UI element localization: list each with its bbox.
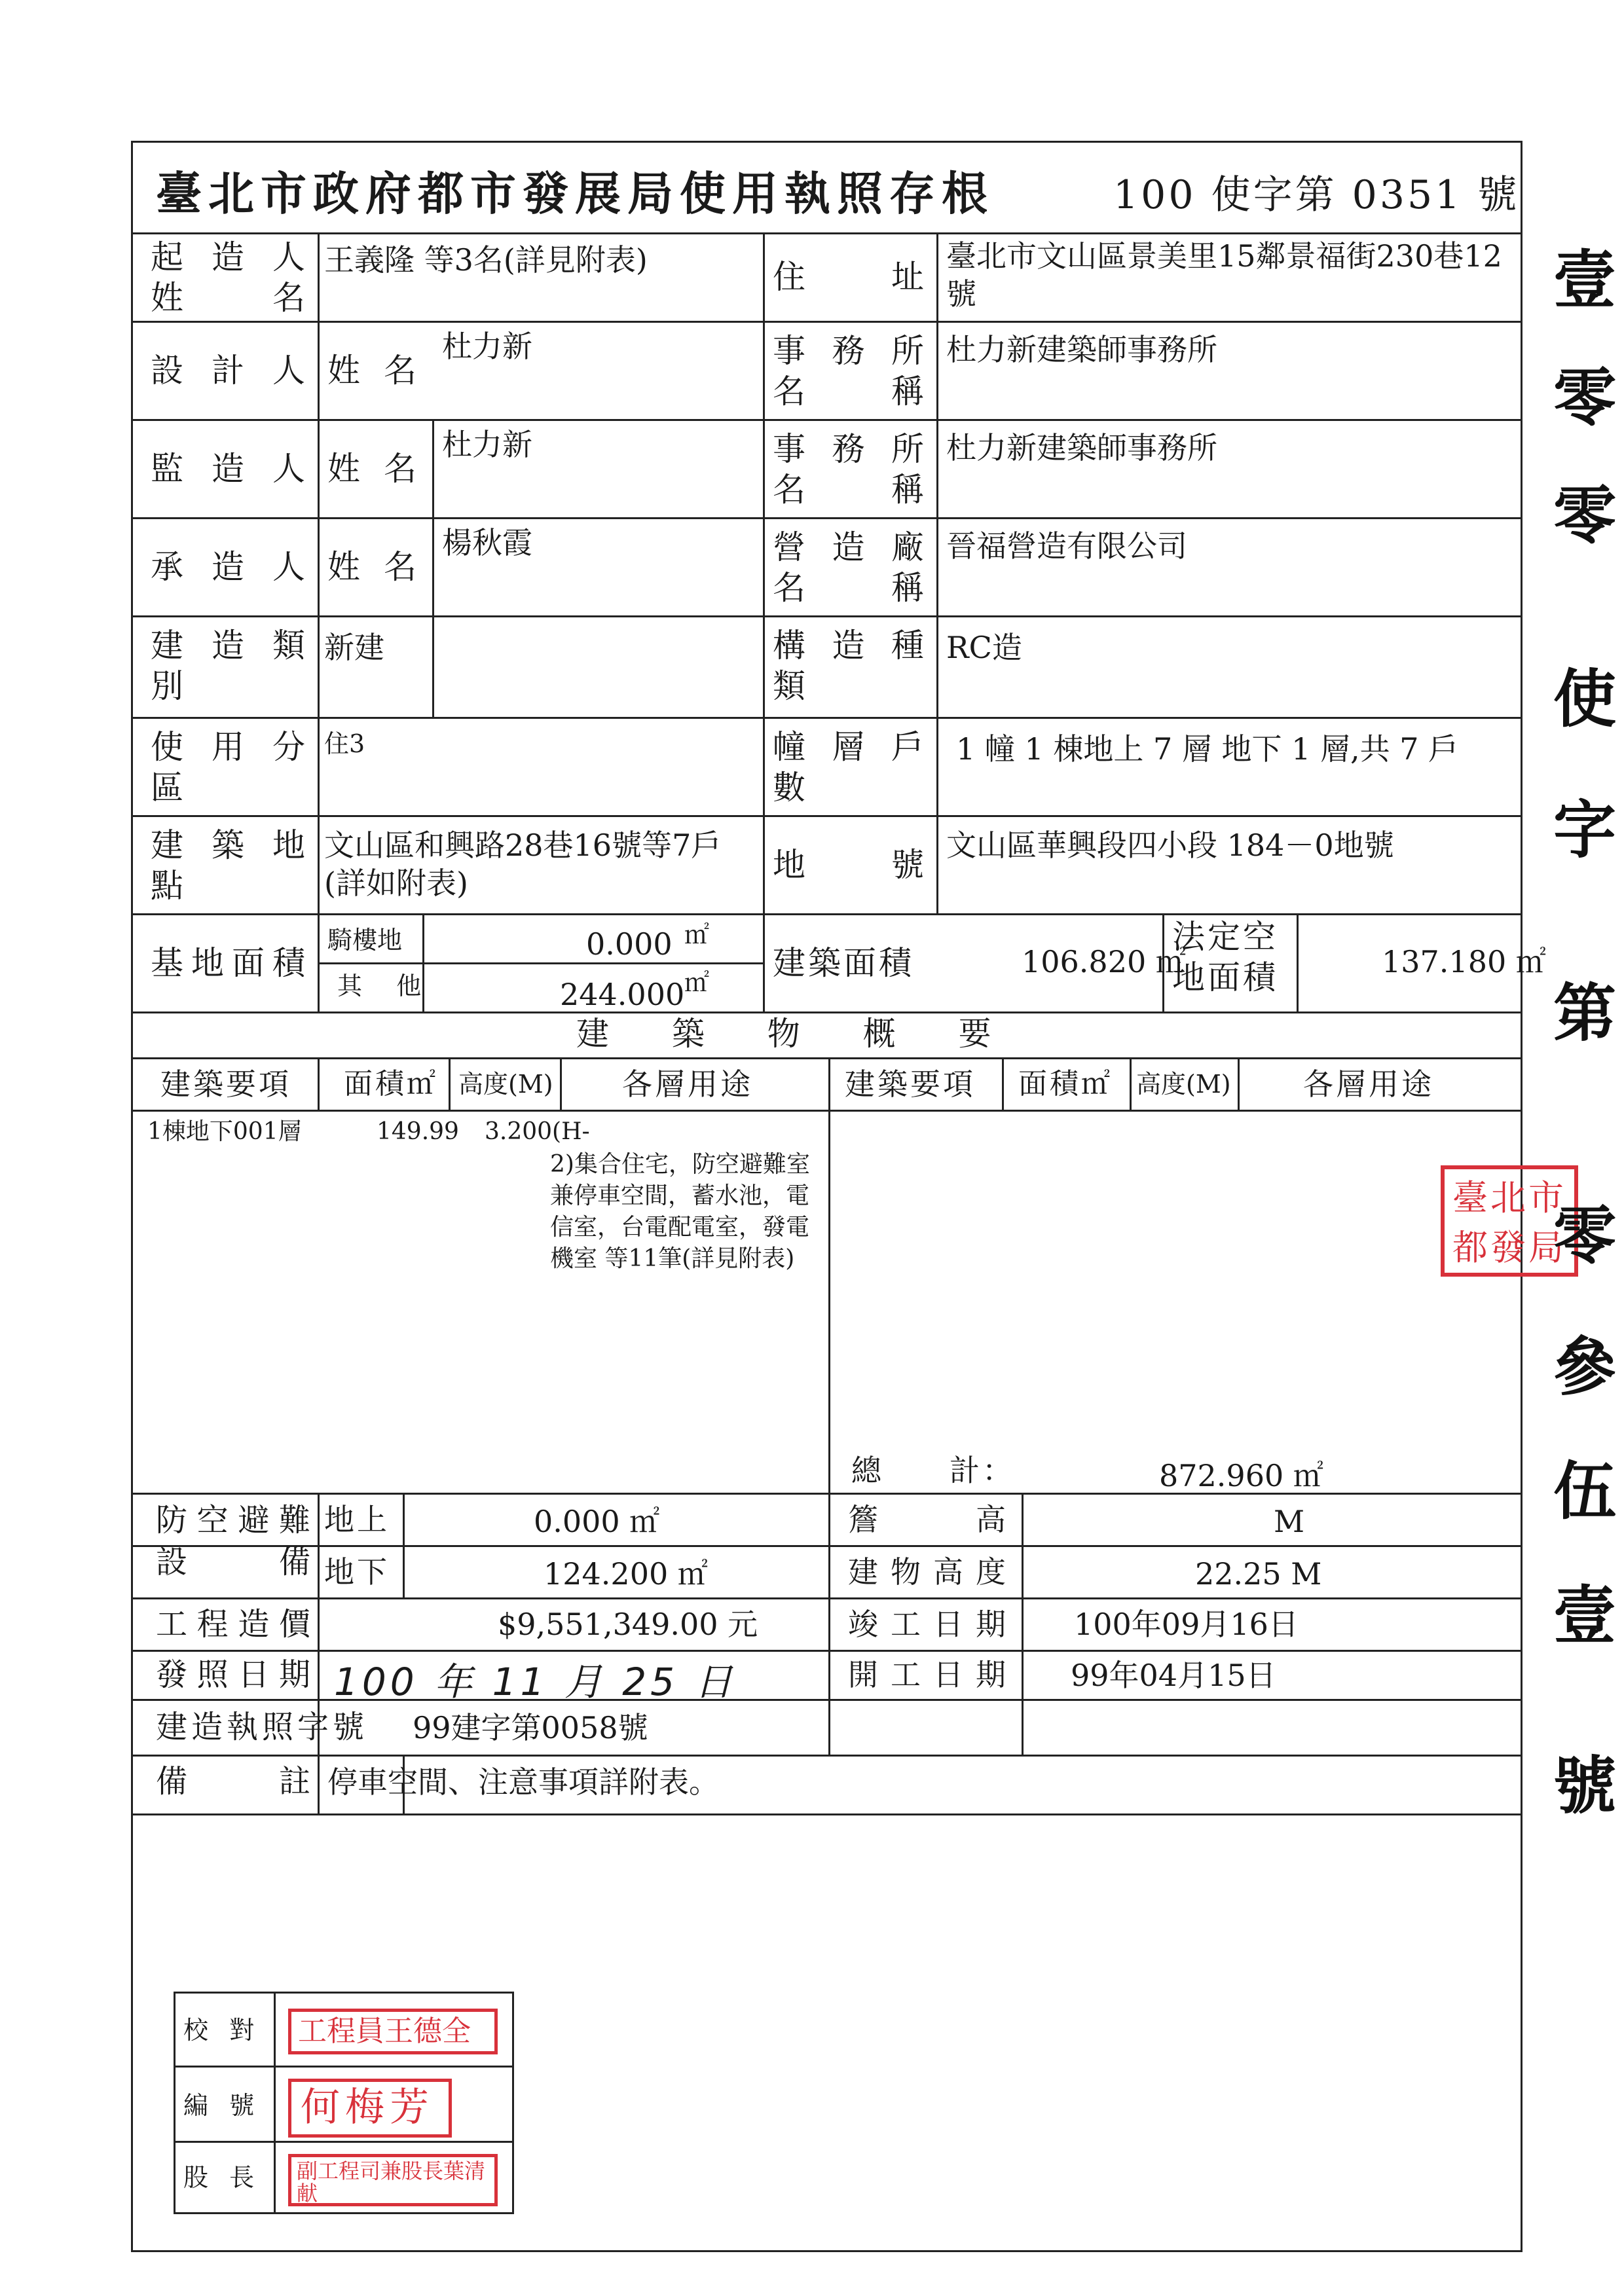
divider <box>318 962 763 964</box>
checker-stamp: 工程員王德全 <box>288 2009 498 2054</box>
divider <box>131 1545 1522 1547</box>
divider <box>936 232 938 913</box>
location-label: 建 築 地 點 <box>151 826 308 905</box>
divider <box>828 1493 830 1755</box>
below-value: 124.200 ㎡ <box>544 1556 708 1592</box>
margin-char: 伍 <box>1553 1454 1616 1528</box>
divider <box>131 1813 1522 1815</box>
supervisor-office: 杜力新建築師事務所 <box>946 430 1217 465</box>
divider <box>175 2066 512 2068</box>
divider <box>1238 1057 1240 1110</box>
divider <box>131 1057 1522 1059</box>
supervisor-label: 監 造 人 <box>151 450 308 488</box>
divider <box>131 1110 1522 1112</box>
build-type-label: 建 造 類 別 <box>151 627 308 705</box>
summary-heading: 建 築 物 概 要 <box>576 1015 1018 1053</box>
completion-label: 竣工日期 <box>848 1607 1008 1642</box>
permit-number: 100 使字第 0351 號 <box>1113 172 1520 218</box>
check-label: 校 對 <box>183 2016 261 2045</box>
units-label: 幢 層 戶 數 <box>773 728 927 807</box>
divider <box>131 717 1522 719</box>
license-label: 建造執照字號 <box>156 1709 369 1745</box>
entry-height: 3.200(H- <box>485 1118 590 1145</box>
building-area-label: 建築面積 <box>773 944 914 982</box>
divider <box>318 1057 320 1110</box>
margin-char: 壹 <box>1553 243 1616 317</box>
structure-value: RC造 <box>946 630 1022 665</box>
supervisor-name: 杜力新 <box>442 427 532 462</box>
entry-area: 149.99 <box>377 1118 459 1145</box>
contractor-name: 楊秋霞 <box>442 525 532 560</box>
col-area-header: 面積㎡ <box>344 1067 438 1101</box>
builder-value: 晉福營造有限公司 <box>946 528 1187 564</box>
remark-label: 備 註 <box>156 1763 313 1800</box>
col-usage-header-2: 各層用途 <box>1303 1066 1434 1102</box>
divider <box>1022 1493 1024 1755</box>
other-label: 其 他 <box>337 972 435 1000</box>
cost-label: 工程造價 <box>156 1606 313 1643</box>
chief-label: 股 長 <box>183 2163 261 2192</box>
contractor-name-label: 姓 名 <box>327 548 419 586</box>
divider <box>131 517 1522 519</box>
address-value: 臺北市文山區景美里15鄰景福街230巷12號 <box>946 238 1502 312</box>
margin-char: 字 <box>1553 793 1616 867</box>
below-label: 地下 <box>324 1554 390 1590</box>
col-height-header: 高度(M) <box>458 1070 553 1099</box>
margin-char: 零 <box>1553 1199 1616 1273</box>
above-label: 地上 <box>324 1502 390 1537</box>
designer-office: 杜力新建築師事務所 <box>946 332 1217 367</box>
lot-value: 文山區華興段四小段 184－0地號 <box>946 828 1394 863</box>
units-value: 1 幢 1 棟地上 7 層 地下 1 層,共 7 戶 <box>956 731 1459 767</box>
official-seal: 臺北市都發局 <box>1441 1165 1578 1277</box>
designer-name-label: 姓 名 <box>327 352 419 390</box>
issue-value: 100 年 11 月 25 日 <box>334 1660 737 1704</box>
divider <box>175 2141 512 2143</box>
chief-stamp: 副工程司兼股長葉清献 <box>288 2154 498 2206</box>
applicant-label: 起 造 人 姓 名 <box>151 238 308 317</box>
supervisor-name-label: 姓 名 <box>327 450 419 488</box>
divider <box>560 1057 562 1110</box>
col-area-header-2: 面積㎡ <box>1018 1067 1113 1101</box>
divider <box>403 1493 405 1597</box>
build-type-value: 新建 <box>324 630 384 665</box>
start-label: 開工日期 <box>848 1657 1008 1692</box>
margin-char: 零 <box>1553 479 1616 553</box>
start-value: 99年04月15日 <box>1071 1658 1276 1693</box>
shelter-label: 防空避難設 備 <box>156 1502 313 1580</box>
address-label: 住 址 <box>773 258 927 296</box>
builder-label: 營 造 廠 名 稱 <box>773 528 927 607</box>
lot-label: 地 號 <box>773 846 927 884</box>
location-value: 文山區和興路28巷16號等7戶(詳如附表) <box>324 828 722 901</box>
sqm-unit: ㎡ <box>684 920 710 949</box>
completion-value: 100年09月16日 <box>1074 1607 1299 1642</box>
remark-value: 停車空間、注意事項詳附表。 <box>327 1764 719 1800</box>
open-space-value: 137.180 ㎡ <box>1382 944 1546 979</box>
margin-char: 第 <box>1553 976 1616 1050</box>
cost-value: $9,551,349.00 元 <box>498 1607 758 1642</box>
page-title: 臺北市政府都市發展局使用執照存根 <box>156 166 994 221</box>
total-value: 872.960 ㎡ <box>1159 1458 1323 1493</box>
designer-label: 設 計 人 <box>151 352 308 390</box>
divider <box>1130 1057 1132 1110</box>
arcade-value: 0.000 <box>586 926 673 962</box>
divider <box>449 1057 451 1110</box>
margin-char: 使 <box>1553 662 1616 736</box>
license-value: 99建字第0058號 <box>413 1710 648 1745</box>
divider <box>131 419 1522 421</box>
margin-char: 壹 <box>1553 1578 1616 1652</box>
divider <box>131 913 1522 915</box>
structure-label: 構 造 種 類 <box>773 627 927 705</box>
supervisor-office-label: 事 務 所 名 稱 <box>773 430 927 509</box>
other-value: 244.000 <box>560 977 685 1012</box>
site-area-label: 基地面積 <box>151 944 308 982</box>
open-space-label: 法定空地面積 <box>1172 918 1278 996</box>
divider <box>1002 1057 1004 1110</box>
building-area-value: 106.820 ㎡ <box>1022 944 1186 979</box>
divider <box>1297 913 1299 1011</box>
number-label: 編 號 <box>183 2091 261 2120</box>
margin-char: 號 <box>1553 1749 1616 1823</box>
divider <box>131 232 1522 234</box>
above-value: 0.000 ㎡ <box>534 1504 660 1539</box>
sqm-unit: ㎡ <box>684 968 710 997</box>
divider <box>131 815 1522 817</box>
entry-usage: 2)集合住宅，防空避難室兼停車空間，蓄水池，電信室，台電配電室，發電機室 等11筆(詳見附表) <box>550 1151 810 1272</box>
eave-value: M <box>1274 1504 1305 1539</box>
col-item-header-2: 建築要項 <box>845 1066 976 1102</box>
designer-name: 杜力新 <box>442 329 532 364</box>
height-value: 22.25 M <box>1195 1556 1322 1592</box>
total-label: 總 計： <box>851 1453 1015 1488</box>
contractor-label: 承 造 人 <box>151 548 308 586</box>
divider <box>131 1597 1522 1599</box>
divider <box>763 232 765 1011</box>
divider <box>131 1755 1522 1757</box>
divider <box>274 1994 276 2212</box>
col-item-header: 建築要項 <box>160 1066 291 1102</box>
zone-label: 使 用 分 區 <box>151 728 308 807</box>
arcade-label: 騎樓地 <box>327 926 403 955</box>
margin-char: 零 <box>1553 361 1616 435</box>
divider <box>432 419 434 717</box>
divider <box>131 321 1522 323</box>
divider <box>828 1057 830 1493</box>
divider <box>131 615 1522 617</box>
eave-label: 簷 高 <box>848 1502 1008 1537</box>
col-height-header-2: 高度(M) <box>1136 1070 1231 1099</box>
number-stamp: 何梅芳 <box>288 2079 452 2138</box>
height-label: 建物高度 <box>848 1554 1008 1590</box>
divider <box>318 232 320 1011</box>
designer-office-label: 事 務 所 名 稱 <box>773 332 927 410</box>
applicant-value: 王義隆 等3名(詳見附表) <box>324 242 648 278</box>
zone-value: 住3 <box>324 729 365 758</box>
col-usage-header: 各層用途 <box>622 1066 753 1102</box>
entry-item: 1棟地下001層 <box>147 1118 302 1145</box>
divider <box>318 1493 320 1813</box>
margin-char: 參 <box>1553 1330 1616 1404</box>
issue-label: 發照日期 <box>156 1656 313 1693</box>
